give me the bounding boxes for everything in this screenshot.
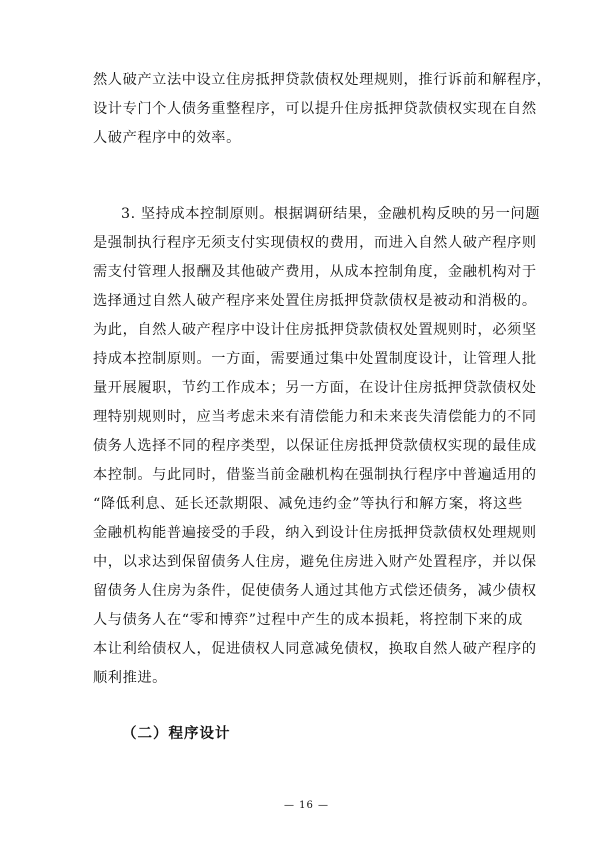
text-line: 是强制执行程序无须支付实现债权的费用，而进入自然人破产程序则 xyxy=(93,235,537,251)
text-line: 理特别规则时，应当考虑未来有清偿能力和未来丧失清偿能力的不同 xyxy=(93,409,537,425)
text-line: 为此，自然人破产程序中设计住房抵押贷款债权处置规则时，必须坚 xyxy=(93,322,537,338)
text-line: “降低利息、延长还款期限、减免违约金”等执行和解方案，将这些 xyxy=(93,496,523,512)
text-line: 债务人选择不同的程序类型，以保证住房抵押贷款债权实现的最佳成 xyxy=(93,438,537,454)
text-line: 本控制。与此同时，借鉴当前金融机构在强制执行程序中普遍适用的 xyxy=(93,467,537,483)
text-line: 中，以求达到保留债务人住房，避免住房进入财产处置程序，并以保 xyxy=(93,554,537,570)
section-heading: （二）程序设计 xyxy=(122,726,231,742)
text-line: 顺利推进。 xyxy=(93,670,167,686)
text-line: 量开展履职，节约工作成本；另一方面，在设计住房抵押贷款债权处 xyxy=(93,380,537,396)
text-line: 本让利给债权人，促进债权人同意减免债权，换取自然人破产程序的 xyxy=(93,641,537,657)
text-line: 需支付管理人报酬及其他破产费用，从成本控制角度，金融机构对于 xyxy=(93,264,537,280)
text-line: 3. 坚持成本控制原则。根据调研结果，金融机构反映的另一问题 xyxy=(121,206,541,222)
body-paragraph xyxy=(93,66,552,153)
text-line: 持成本控制原则。一方面，需要通过集中处置制度设计，让管理人批 xyxy=(93,351,537,367)
text-line: 设计专门个人债务重整程序，可以提升住房抵押贷款债权实现在自然 xyxy=(93,101,537,117)
text-line: 人破产程序中的效率。 xyxy=(93,130,241,146)
text-line: 留债务人住房为条件，促使债务人通过其他方式偿还债务，减少债权 xyxy=(93,583,537,599)
text-line: 金融机构能普遍接受的手段，纳入到设计住房抵押贷款债权处理规则 xyxy=(93,525,537,541)
text-line: 人与债务人在“零和博弈”过程中产生的成本损耗，将控制下来的成 xyxy=(93,612,523,628)
text-line: 选择通过自然人破产程序来处置住房抵押贷款债权是被动和消极的。 xyxy=(93,293,537,309)
page-number: — 16 — xyxy=(283,800,330,811)
text-line: 然人破产立法中设立住房抵押贷款债权处理规则，推行诉前和解程序， xyxy=(93,72,552,88)
body-paragraph xyxy=(93,200,541,693)
